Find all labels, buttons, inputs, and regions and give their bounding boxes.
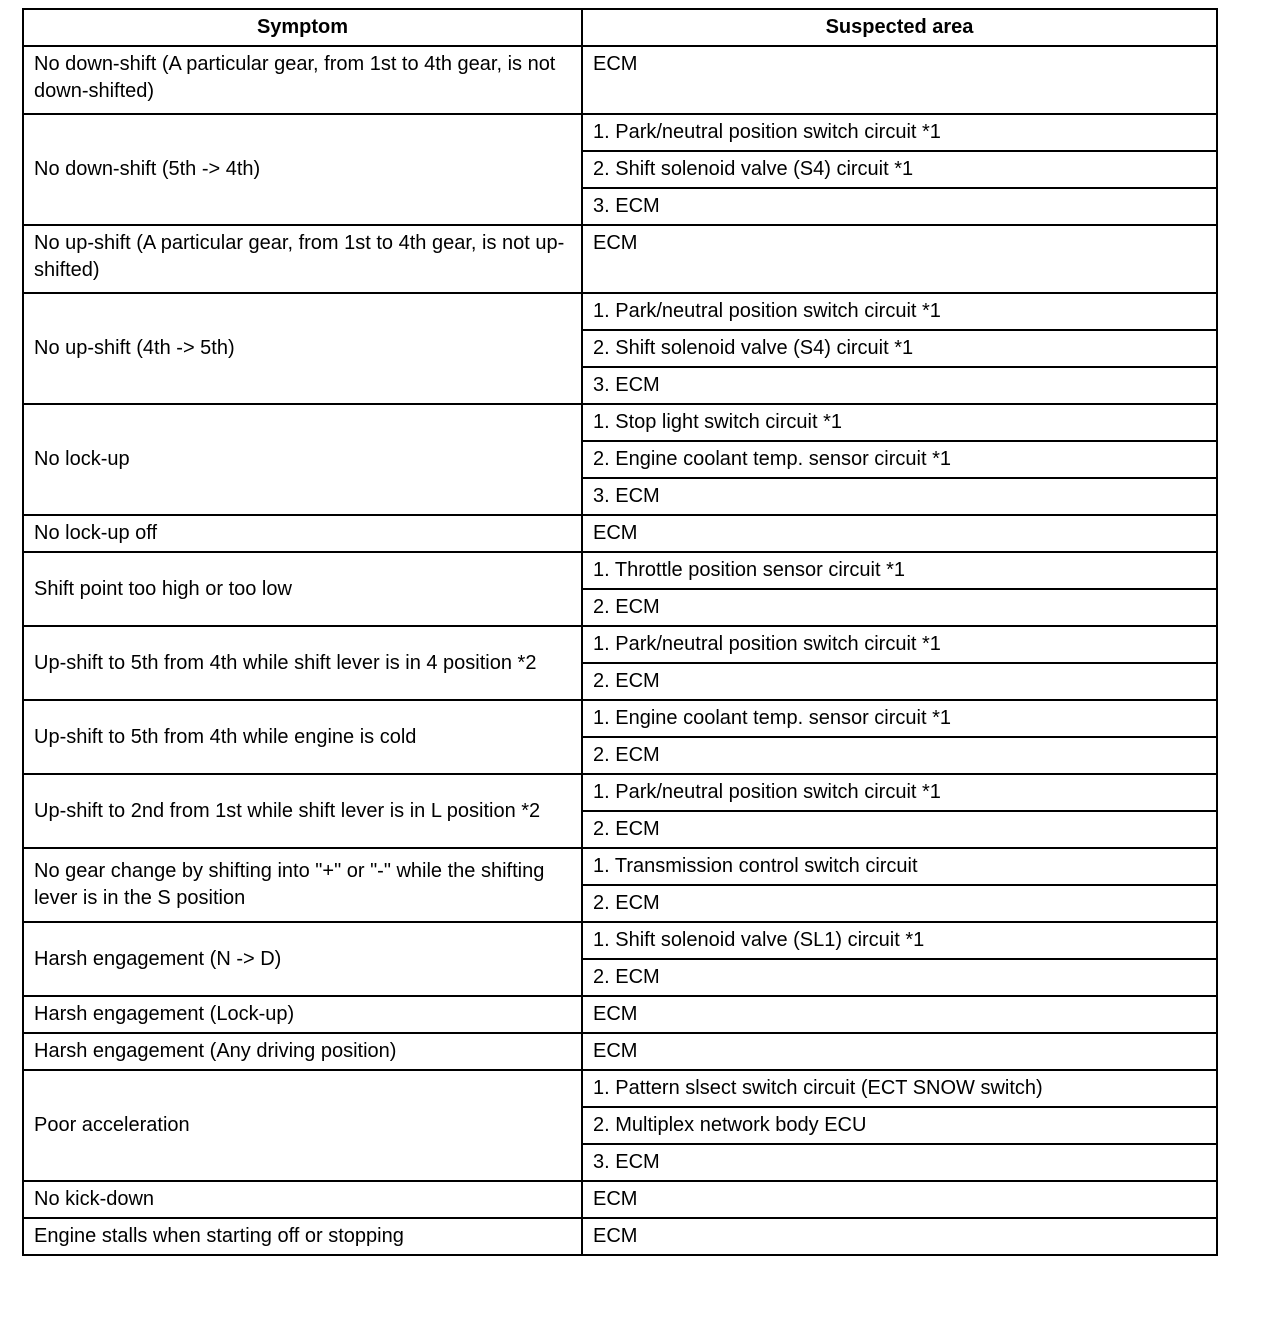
symptom-cell: No lock-up off [23,515,582,552]
symptom-cell: Poor acceleration [23,1070,582,1181]
suspected-area-cell: 2. Engine coolant temp. sensor circuit *1 [582,441,1217,478]
suspected-area-cell: 3. ECM [582,478,1217,515]
table-row [23,114,1217,151]
suspected-area-cell: 2. Shift solenoid valve (S4) circuit *1 [582,330,1217,367]
suspected-area-cell: ECM [582,225,1217,293]
table-row [23,1070,1217,1107]
suspected-area-cell: 1. Throttle position sensor circuit *1 [582,552,1217,589]
suspected-area-cell: ECM [582,515,1217,552]
symptom-cell: No down-shift (A particular gear, from 1st to 4th gear, is not down-shifted) [23,46,582,114]
table-row [23,774,1217,811]
symptom-cell: Harsh engagement (N -> D) [23,922,582,996]
suspected-area-cell: 1. Stop light switch circuit *1 [582,404,1217,441]
table-row [23,1033,1217,1070]
suspected-area-cell: 3. ECM [582,1144,1217,1181]
suspected-area-cell: 3. ECM [582,367,1217,404]
symptom-cell: No kick-down [23,1181,582,1218]
table-row [23,996,1217,1033]
suspected-area-cell: 2. ECM [582,663,1217,700]
symptom-cell: Up-shift to 5th from 4th while shift lever is in 4 position *2 [23,626,582,700]
table-row [23,922,1217,959]
suspected-area-cell: 2. ECM [582,959,1217,996]
suspected-area-cell: 1. Pattern slsect switch circuit (ECT SNOW switch) [582,1070,1217,1107]
table-row [23,293,1217,330]
suspected-area-cell: ECM [582,1033,1217,1070]
suspected-area-cell: ECM [582,1181,1217,1218]
suspected-area-cell: ECM [582,996,1217,1033]
suspected-area-cell: 2. ECM [582,811,1217,848]
suspected-area-cell: ECM [582,46,1217,114]
suspected-area-cell: 2. Multiplex network body ECU [582,1107,1217,1144]
symptom-cell: Up-shift to 5th from 4th while engine is cold [23,700,582,774]
table-row [23,848,1217,885]
suspected-area-cell: ECM [582,1218,1217,1255]
table-row [23,46,1217,114]
symptom-cell: No down-shift (5th -> 4th) [23,114,582,225]
symptom-cell: Engine stalls when starting off or stopping [23,1218,582,1255]
suspected-area-cell: 1. Park/neutral position switch circuit *1 [582,114,1217,151]
symptom-cell: No lock-up [23,404,582,515]
header-symptom: Symptom [23,9,582,46]
symptom-cell: Harsh engagement (Lock-up) [23,996,582,1033]
suspected-area-cell: 3. ECM [582,188,1217,225]
suspected-area-cell: 1. Park/neutral position switch circuit *1 [582,626,1217,663]
symptom-cell: Up-shift to 2nd from 1st while shift lever is in L position *2 [23,774,582,848]
suspected-area-cell: 1. Transmission control switch circuit [582,848,1217,885]
table-row [23,225,1217,293]
header-row [23,9,1217,46]
table-row [23,515,1217,552]
table-row [23,1218,1217,1255]
suspected-area-cell: 1. Park/neutral position switch circuit *1 [582,774,1217,811]
symptom-cell: Harsh engagement (Any driving position) [23,1033,582,1070]
suspected-area-cell: 1. Park/neutral position switch circuit *1 [582,293,1217,330]
table-row [23,626,1217,663]
table-row [23,1181,1217,1218]
symptom-table [22,8,1218,1256]
table-row [23,700,1217,737]
suspected-area-cell: 1. Shift solenoid valve (SL1) circuit *1 [582,922,1217,959]
suspected-area-cell: 1. Engine coolant temp. sensor circuit *1 [582,700,1217,737]
table-row [23,552,1217,589]
suspected-area-cell: 2. ECM [582,737,1217,774]
suspected-area-cell: 2. ECM [582,885,1217,922]
header-suspected-area: Suspected area [582,9,1217,46]
table-row [23,404,1217,441]
suspected-area-cell: 2. Shift solenoid valve (S4) circuit *1 [582,151,1217,188]
suspected-area-cell: 2. ECM [582,589,1217,626]
table-body [23,46,1217,1255]
symptom-cell: No up-shift (4th -> 5th) [23,293,582,404]
symptom-cell: Shift point too high or too low [23,552,582,626]
symptom-cell: No gear change by shifting into "+" or "-" while the shifting lever is in the S position [23,848,582,922]
symptom-cell: No up-shift (A particular gear, from 1st to 4th gear, is not up-shifted) [23,225,582,293]
